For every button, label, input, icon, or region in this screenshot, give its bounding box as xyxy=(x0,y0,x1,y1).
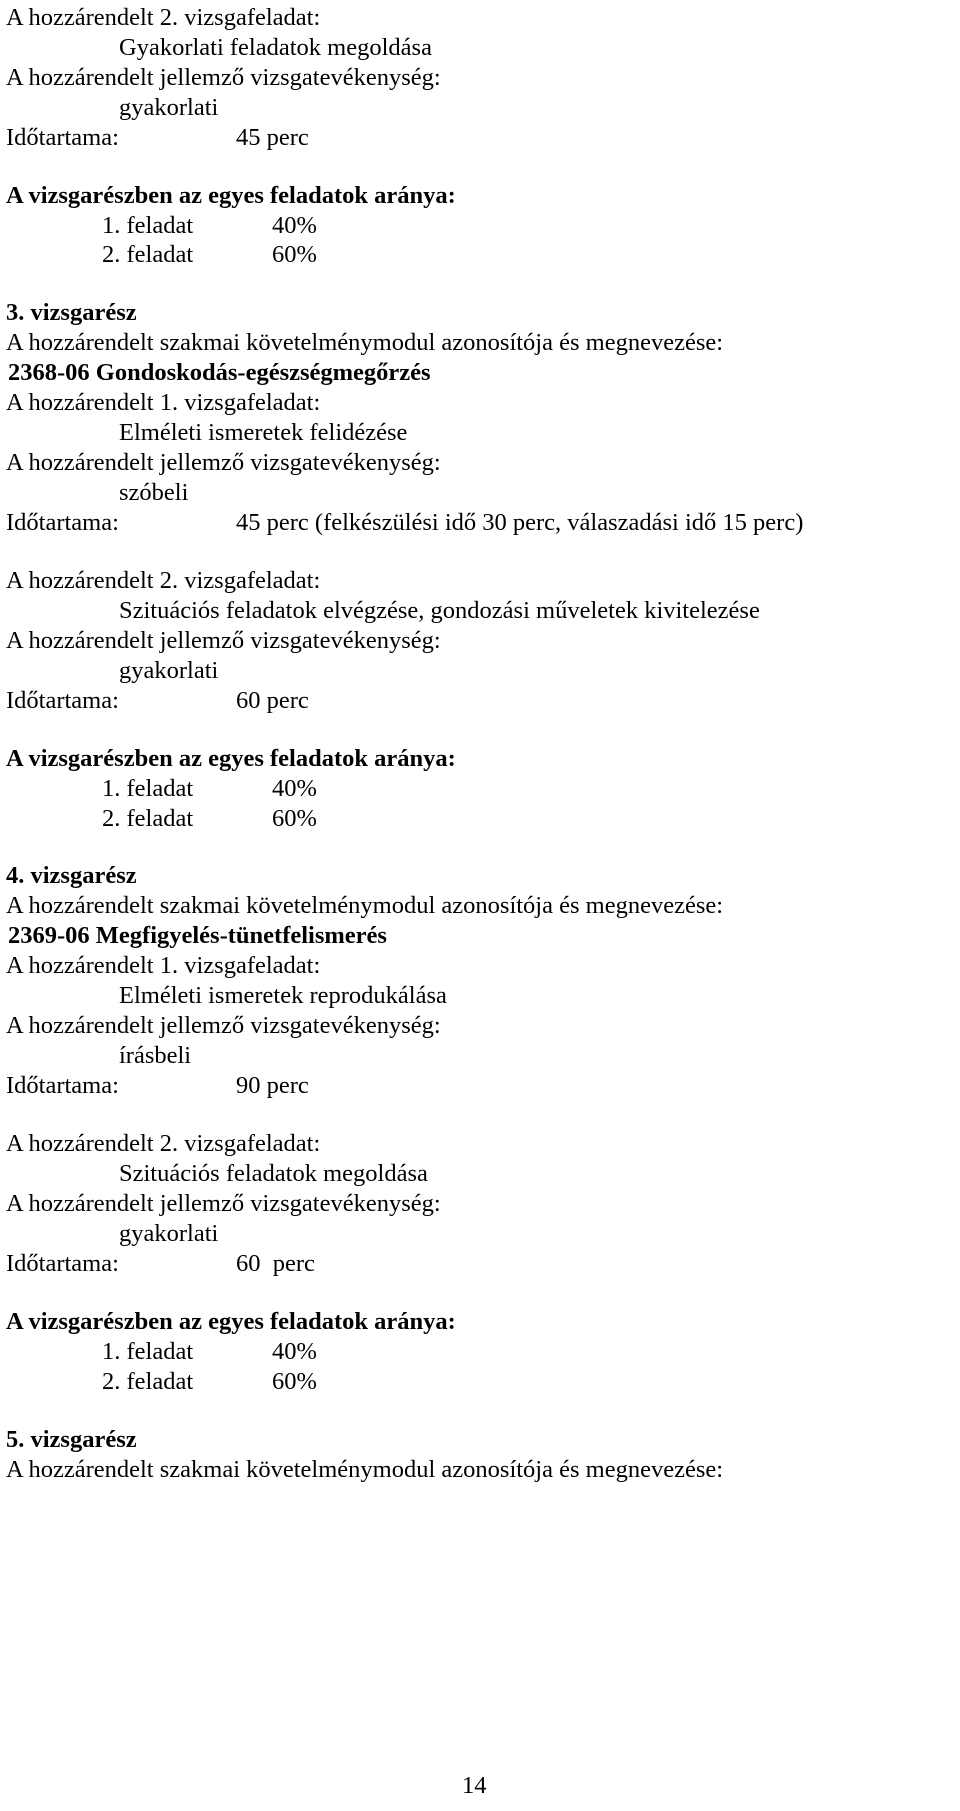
task-title: Gyakorlati feladatok megoldása xyxy=(119,34,432,61)
module-heading: A hozzárendelt szakmai követelménymodul azonosítója és megnevezése: xyxy=(6,1456,724,1483)
ratio-task-2-value: 60% xyxy=(272,805,317,832)
activity-type: írásbeli xyxy=(119,1042,192,1069)
activity-heading: A hozzárendelt jellemző vizsgatevékenység: xyxy=(6,1012,441,1039)
task-title: Szituációs feladatok megoldása xyxy=(119,1160,428,1187)
assigned-task-heading: A hozzárendelt 2. vizsgafeladat: xyxy=(6,4,321,31)
assigned-task-heading: A hozzárendelt 2. vizsgafeladat: xyxy=(6,1130,321,1157)
assigned-task-heading: A hozzárendelt 1. vizsgafeladat: xyxy=(6,952,321,979)
ratio-task-1-value: 40% xyxy=(272,212,317,239)
duration-label: Időtartama: xyxy=(6,687,119,714)
assigned-task-heading: A hozzárendelt 1. vizsgafeladat: xyxy=(6,389,321,416)
activity-heading: A hozzárendelt jellemző vizsgatevékenység: xyxy=(6,1190,441,1217)
activity-heading: A hozzárendelt jellemző vizsgatevékenység: xyxy=(6,449,441,476)
ratio-task-2: 2. feladat xyxy=(102,241,194,268)
ratio-heading: A vizsgarészben az egyes feladatok aránya: xyxy=(6,1308,456,1335)
ratio-task-2: 2. feladat xyxy=(102,805,194,832)
assigned-task-heading: A hozzárendelt 2. vizsgafeladat: xyxy=(6,567,321,594)
module-name: 2368-06 Gondoskodás-egészségmegőrzés xyxy=(8,359,431,386)
duration-value: 90 perc xyxy=(236,1072,309,1099)
task-title: Szituációs feladatok elvégzése, gondozási műveletek kivitelezése xyxy=(119,597,760,624)
ratio-heading: A vizsgarészben az egyes feladatok aránya: xyxy=(6,182,456,209)
activity-type: gyakorlati xyxy=(119,657,219,684)
task-title: Elméleti ismeretek felidézése xyxy=(119,419,408,446)
ratio-task-1: 1. feladat xyxy=(102,1338,194,1365)
duration-value: 60 perc xyxy=(236,1250,315,1277)
duration-value: 45 perc xyxy=(236,124,309,151)
section-heading: 5. vizsgarész xyxy=(6,1426,137,1453)
section-heading: 3. vizsgarész xyxy=(6,299,137,326)
activity-type: szóbeli xyxy=(119,479,189,506)
duration-value: 45 perc (felkészülési idő 30 perc, válaszadási idő 15 perc) xyxy=(236,509,804,536)
ratio-heading: A vizsgarészben az egyes feladatok aránya: xyxy=(6,745,456,772)
module-heading: A hozzárendelt szakmai követelménymodul azonosítója és megnevezése: xyxy=(6,892,724,919)
page-number: 14 xyxy=(462,1772,487,1799)
activity-type: gyakorlati xyxy=(119,1220,219,1247)
duration-label: Időtartama: xyxy=(6,124,119,151)
module-name: 2369-06 Megfigyelés-tünetfelismerés xyxy=(8,922,387,949)
activity-heading: A hozzárendelt jellemző vizsgatevékenység: xyxy=(6,64,441,91)
ratio-task-1: 1. feladat xyxy=(102,212,194,239)
ratio-task-2-value: 60% xyxy=(272,241,317,268)
duration-label: Időtartama: xyxy=(6,1072,119,1099)
duration-label: Időtartama: xyxy=(6,1250,119,1277)
ratio-task-1-value: 40% xyxy=(272,775,317,802)
ratio-task-2-value: 60% xyxy=(272,1368,317,1395)
activity-heading: A hozzárendelt jellemző vizsgatevékenység: xyxy=(6,627,441,654)
ratio-task-1: 1. feladat xyxy=(102,775,194,802)
activity-type: gyakorlati xyxy=(119,94,219,121)
module-heading: A hozzárendelt szakmai követelménymodul azonosítója és megnevezése: xyxy=(6,329,724,356)
duration-value: 60 perc xyxy=(236,687,309,714)
ratio-task-2: 2. feladat xyxy=(102,1368,194,1395)
ratio-task-1-value: 40% xyxy=(272,1338,317,1365)
duration-label: Időtartama: xyxy=(6,509,119,536)
task-title: Elméleti ismeretek reprodukálása xyxy=(119,982,447,1009)
section-heading: 4. vizsgarész xyxy=(6,862,137,889)
